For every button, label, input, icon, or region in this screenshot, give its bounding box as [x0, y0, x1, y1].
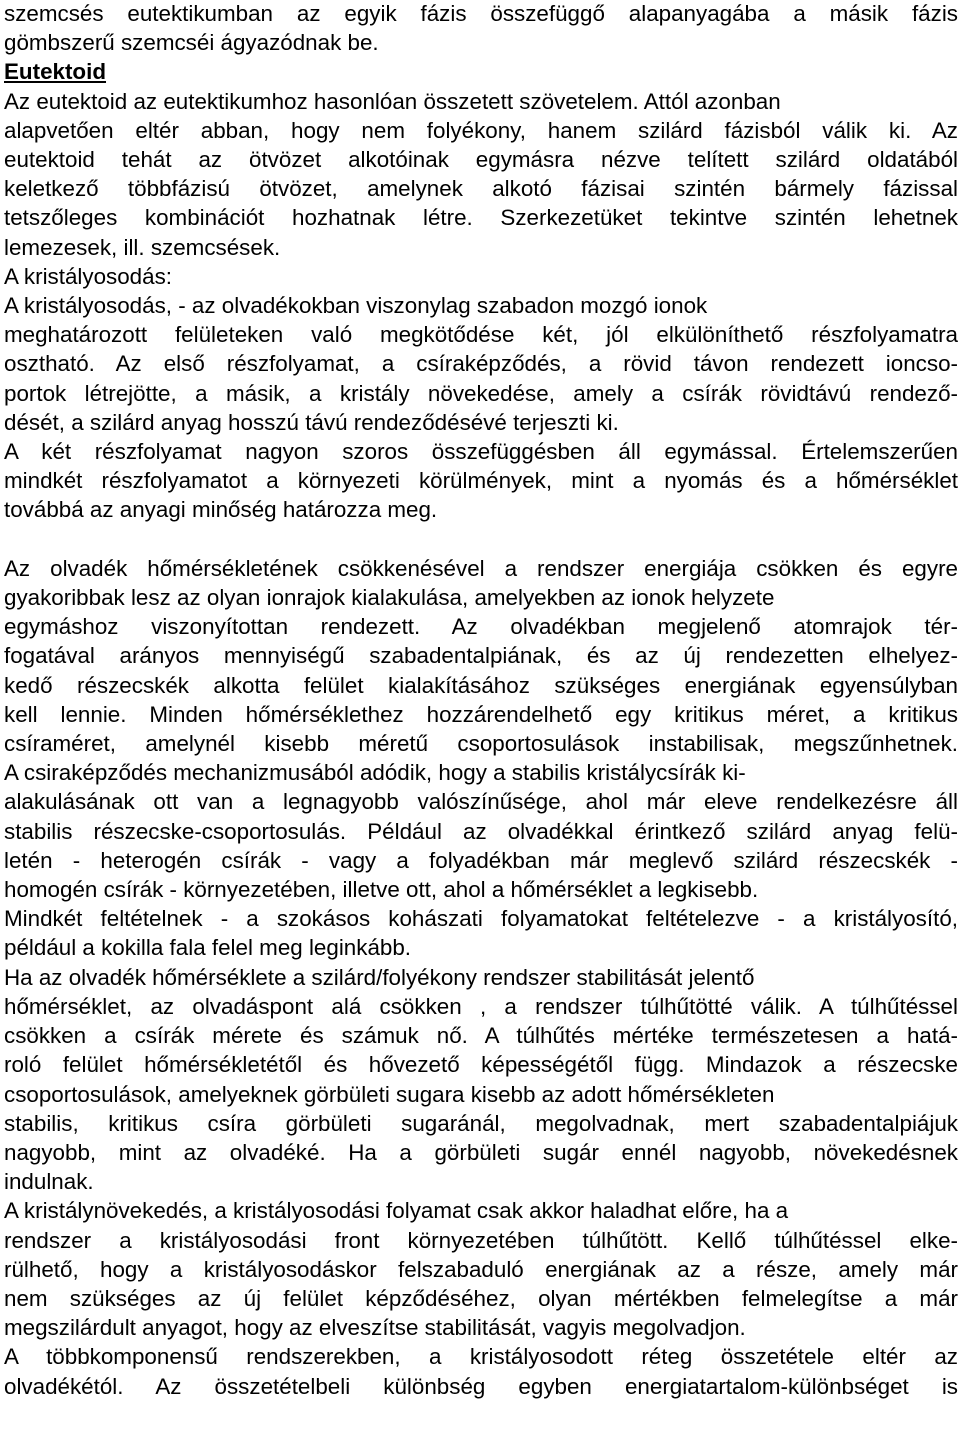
text-line: roló felület hőmérsékletétől és hővezető képességétől függ. Mindazok a részecske	[4, 1052, 958, 1078]
text-line: portok létrejötte, a másik, a kristály növekedése, amely a csírák rövidtávú rendező-	[4, 380, 958, 406]
text-line: fogatával arányos mennyiségű szabadentalpiának, és az új rendezetten elhelyez-	[4, 643, 958, 669]
text-line: csoportosulások, amelyeknek görbületi sugara kisebb az adott hőmérsékleten	[4, 1081, 775, 1107]
text-line: továbbá az anyagi minőség határozza meg.	[4, 497, 438, 523]
text-line: keletkező többfázisú ötvözet, amelynek alkotó fázisai szintén bármely fázissal	[4, 176, 958, 202]
paragraph-eutektikum-end	[4, 0, 958, 57]
text-line: A kristályosodás:	[4, 263, 173, 289]
text-line: Az olvadék hőmérsékletének csökkenésével a rendszer energiája csökken és egyre	[4, 555, 958, 581]
paragraph-olvadek	[4, 554, 958, 1401]
text-line: stabilis, kritikus csíra görbületi sugaránál, megolvadnak, mert szabadentalpiájuk	[4, 1110, 958, 1136]
text-line: megszilárdult anyagot, hogy az elveszítse stabilitását, vagyis megolvadjon.	[4, 1315, 746, 1341]
text-line: homogén csírák - környezetében, illetve ott, ahol a hőmérséklet a legkisebb.	[4, 877, 759, 903]
text-line: dését, a szilárd anyag hosszú távú rendeződésévé terjeszti ki.	[4, 409, 619, 435]
text-line: meghatározott felületeken való megkötődése két, jól elkülöníthető részfolyamatra	[4, 322, 958, 348]
text-line: gömbszerű szemcséi ágyazódnak be.	[4, 30, 379, 56]
text-line: rülhető, hogy a kristályosodáskor felszabaduló energiának az a része, amely már	[4, 1256, 958, 1282]
section-heading-eutektoid: Eutektoid	[4, 59, 107, 85]
paragraph-eutektoid-kristalyosodas	[4, 87, 958, 525]
text-line: eutektoid tehát az ötvözet alkotóinak egymásra nézve telített szilárd oldatából	[4, 147, 958, 173]
text-line: A két részfolyamat nagyon szoros összefüggésben áll egymással. Értelemszerűen	[4, 439, 958, 465]
text-line: gyakoribbak lesz az olyan ionrajok kialakulása, amelyekben az ionok helyzete	[4, 585, 775, 611]
text-line: nem szükséges az új felület képződéséhez, olyan mértékben felmelegítse a már	[4, 1285, 958, 1311]
text-line: csökken a csírák mérete és számuk nő. A túlhűtés mértéke természetesen a hatá-	[4, 1023, 958, 1049]
text-line: stabilis részecske-csoportosulás. Például az olvadékkal érintkező szilárd anyag felü-	[4, 818, 958, 844]
text-line: A kristálynövekedés, a kristályosodási folyamat csak akkor haladhat előre, ha a	[4, 1198, 789, 1224]
text-line: egymáshoz viszonyítottan rendezett. Az olvadékban megjelenő atomrajok tér-	[4, 614, 958, 640]
text-line: A többkomponensű rendszerekben, a kristályosodott réteg összetétele eltér az	[4, 1344, 958, 1370]
text-line: mindkét részfolyamatot a környezeti körülmények, mint a nyomás és a hőmérséklet	[4, 468, 958, 494]
text-line: Az eutektoid az eutektikumhoz hasonlóan összetett szövetelem. Attól azonban	[4, 88, 781, 114]
text-line: nagyobb, mint az olvadéké. Ha a görbületi sugár ennél nagyobb, növekedésnek	[4, 1139, 958, 1165]
paragraph-gap	[4, 525, 958, 554]
text-line: csíraméret, amelynél kisebb méretű csoportosulások instabilisak, megszűnhetnek.	[4, 731, 958, 757]
text-line: kell lennie. Minden hőmérséklethez hozzárendelhető egy kritikus méret, a kritikus	[4, 701, 958, 727]
text-line: indulnak.	[4, 1169, 94, 1195]
text-line: Mindkét feltételnek - a szokásos kohászati folyamatokat feltételezve - a kristályosító,	[4, 906, 958, 932]
text-line: szemcsés eutektikumban az egyik fázis összefüggő alapanyagába a másik fázis	[4, 1, 958, 26]
text-line: A csiraképződés mechanizmusából adódik, hogy a stabilis kristálycsírák ki-	[4, 760, 746, 786]
text-line: A kristályosodás, - az olvadékokban viszonylag szabadon mozgó ionok	[4, 293, 708, 319]
text-line: tetszőleges kombinációt hozhatnak létre. Szerkezetüket tekintve szintén lehetnek	[4, 205, 958, 231]
text-line: osztható. Az első részfolyamat, a csíraképződés, a rövid távon rendezett ioncso-	[4, 351, 958, 377]
text-line: letén - heterogén csírák - vagy a folyadékban már meglevő szilárd részecskék -	[4, 847, 958, 873]
text-line: például a kokilla fala felel meg leginkább.	[4, 935, 412, 961]
document-page	[4, 0, 958, 1401]
text-line: kedő részecskék alkotta felület kialakításához szükséges energiának egyensúlyban	[4, 672, 958, 698]
text-line: alakulásának ott van a legnagyobb valószínűsége, ahol már eleve rendelkezésre áll	[4, 789, 958, 815]
text-line: olvadékétól. Az összetételbeli különbség egyben energiatartalom-különbséget is	[4, 1373, 958, 1399]
text-line: hőmérséklet, az olvadáspont alá csökken , a rendszer túlhűtötté válik. A túlhűtéssel	[4, 993, 958, 1019]
text-line: Ha az olvadék hőmérséklete a szilárd/folyékony rendszer stabilitását jelentő	[4, 964, 755, 990]
text-line: rendszer a kristályosodási front környezetében túlhűtött. Kellő túlhűtéssel elke-	[4, 1227, 958, 1253]
text-line: alapvetően eltér abban, hogy nem folyékony, hanem szilárd fázisból válik ki. Az	[4, 117, 958, 143]
text-line: lemezesek, ill. szemcsések.	[4, 234, 281, 260]
